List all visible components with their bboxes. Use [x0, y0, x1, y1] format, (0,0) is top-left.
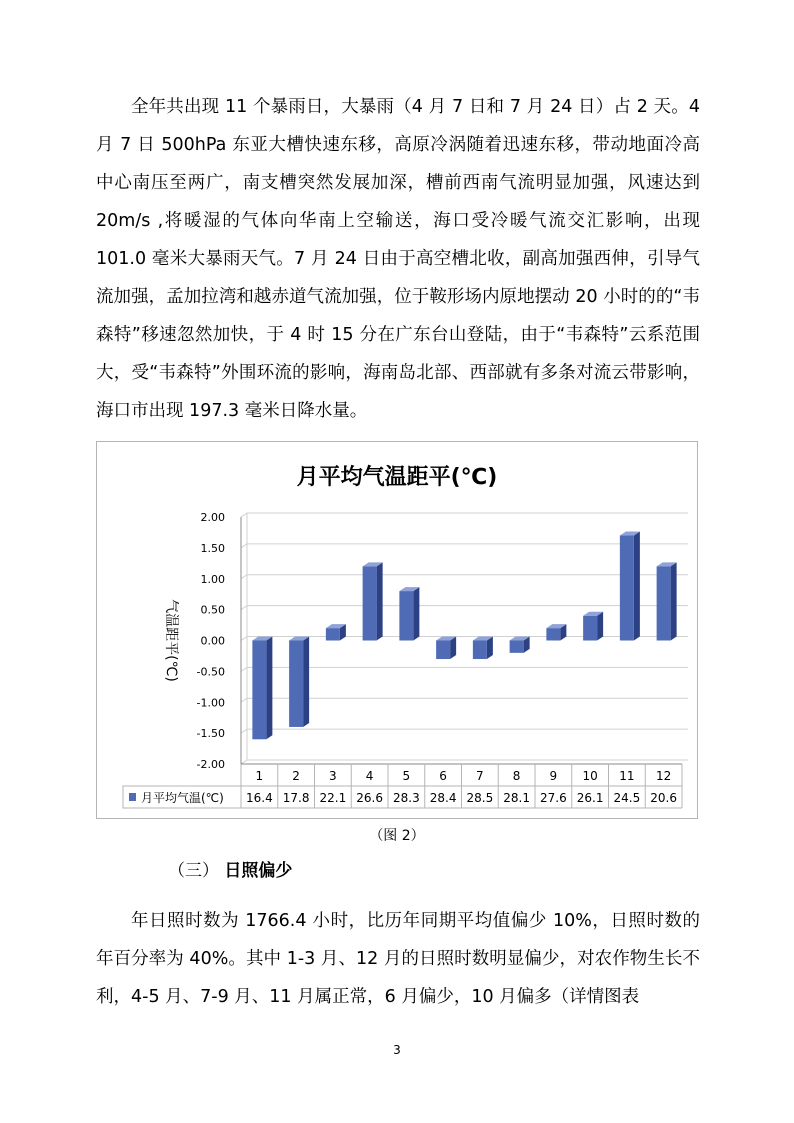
paragraph-heavy-rain: 全年共出现 11 个暴雨日，大暴雨（4 月 7 日和 7 月 24 日）占 2 天。4 月 7 日 500hPa 东亚大槽快速东移，高原冷涡随着迅速东移，带动地面冷高中心南压至两广，南支槽突然发展加深，槽前西南气流明显加强，风速达到 20m/s ,将暖湿的气体向华南上空输送，海口受冷暖气流交汇影响，出现 101.0 毫米大暴雨天气。7 月 24 日由于高空槽北收，副高加强西伸，引导气流加强，孟加拉湾和越赤道气流加强，位于鞍形场内原地摆动 20 小时的的“韦森特”移速忽然加快，于 4 时 15 分在广东台山登陆，由于“韦森特”云系范围大，受“韦森特”外围环流的影响，海南岛北部、西部就有多条对流云带影响，海口市出现 197.3 毫米日降水量。 — [96, 97, 700, 421]
bar-side — [377, 562, 383, 640]
gridline-depth — [241, 513, 247, 517]
y-tick-label: 1.00 — [200, 572, 225, 586]
x-tick-label: 9 — [549, 769, 558, 783]
bar — [620, 536, 634, 641]
table-value: 22.1 — [319, 791, 347, 805]
table-value: 16.4 — [246, 791, 273, 805]
table-value: 27.6 — [540, 791, 567, 805]
bar-side — [634, 532, 640, 641]
bar — [546, 628, 560, 640]
gridline-depth — [241, 760, 247, 764]
y-axis-label: 气温距平(℃) — [163, 599, 179, 682]
figure-caption: （图 2） — [369, 828, 425, 844]
x-tick-label: 1 — [255, 769, 264, 783]
table-value: 20.6 — [650, 791, 677, 805]
y-tick-label: 1.50 — [200, 541, 225, 555]
y-tick-label: -1.50 — [196, 727, 225, 741]
y-tick-label: 0.50 — [200, 603, 225, 617]
y-tick-label: -1.00 — [196, 696, 225, 710]
bar — [583, 616, 597, 641]
gridline-depth — [241, 637, 247, 641]
gridline-depth — [241, 729, 247, 733]
chart-canvas — [97, 442, 697, 818]
chart-title: 月平均气温距平(℃) — [296, 465, 498, 490]
gridline-depth — [241, 544, 247, 548]
bar-side — [413, 587, 419, 640]
y-tick-label: 0.00 — [200, 634, 225, 648]
x-tick-label: 5 — [402, 769, 411, 783]
temperature-anomaly-chart — [96, 441, 698, 819]
table-value: 26.1 — [576, 791, 604, 805]
bar — [326, 628, 340, 640]
table-value: 17.8 — [282, 791, 310, 805]
bar-side — [266, 637, 272, 740]
bar-side — [597, 612, 603, 641]
gridline-depth — [241, 698, 247, 702]
section-heading — [168, 856, 292, 886]
bar — [436, 641, 450, 660]
paragraph-sunshine: 年日照时数为 1766.4 小时，比历年同期平均值偏少 10%，日照时数的年百分率为 40%。其中 1-3 月、12 月的日照时数明显偏少，对农作物生长不利，4-5 月、7-9 月、11 月属正常，6 月偏少，10 月偏多（详情图表 — [96, 911, 700, 1007]
bar-side — [303, 637, 309, 727]
x-tick-label: 2 — [292, 769, 300, 783]
bar-side — [671, 562, 677, 640]
gridline-depth — [241, 575, 247, 579]
x-tick-label: 7 — [476, 769, 484, 783]
bar — [363, 566, 377, 640]
x-tick-label: 12 — [655, 769, 672, 783]
legend-key — [129, 793, 136, 801]
section-title: 日照偏少 — [224, 861, 293, 881]
table-value: 28.4 — [429, 791, 457, 805]
y-tick-label: 2.00 — [200, 511, 225, 524]
x-tick-label: 10 — [582, 769, 598, 783]
table-row-label: 月平均气温(℃) — [141, 791, 224, 805]
x-tick-label: 6 — [439, 769, 447, 783]
gridline-depth — [241, 606, 247, 610]
table-value: 28.3 — [393, 791, 420, 805]
bar — [252, 641, 266, 740]
y-tick-label: -0.50 — [196, 665, 225, 679]
x-tick-label: 3 — [329, 769, 337, 783]
bar — [510, 641, 524, 653]
x-tick-label: 4 — [365, 769, 374, 783]
x-tick-label: 11 — [619, 769, 635, 783]
gridline-depth — [241, 667, 247, 671]
bar — [657, 566, 671, 640]
table-value: 26.6 — [356, 791, 383, 805]
section-number: （三） — [168, 861, 219, 881]
bar — [289, 641, 303, 727]
x-tick-label: 8 — [512, 769, 521, 783]
bar — [473, 641, 487, 660]
table-value: 28.5 — [466, 791, 494, 805]
page-number: 3 — [393, 1043, 401, 1057]
table-value: 24.5 — [613, 791, 641, 805]
y-tick-label: -2.00 — [196, 758, 225, 771]
bar — [399, 591, 413, 640]
table-value: 28.1 — [503, 791, 530, 805]
